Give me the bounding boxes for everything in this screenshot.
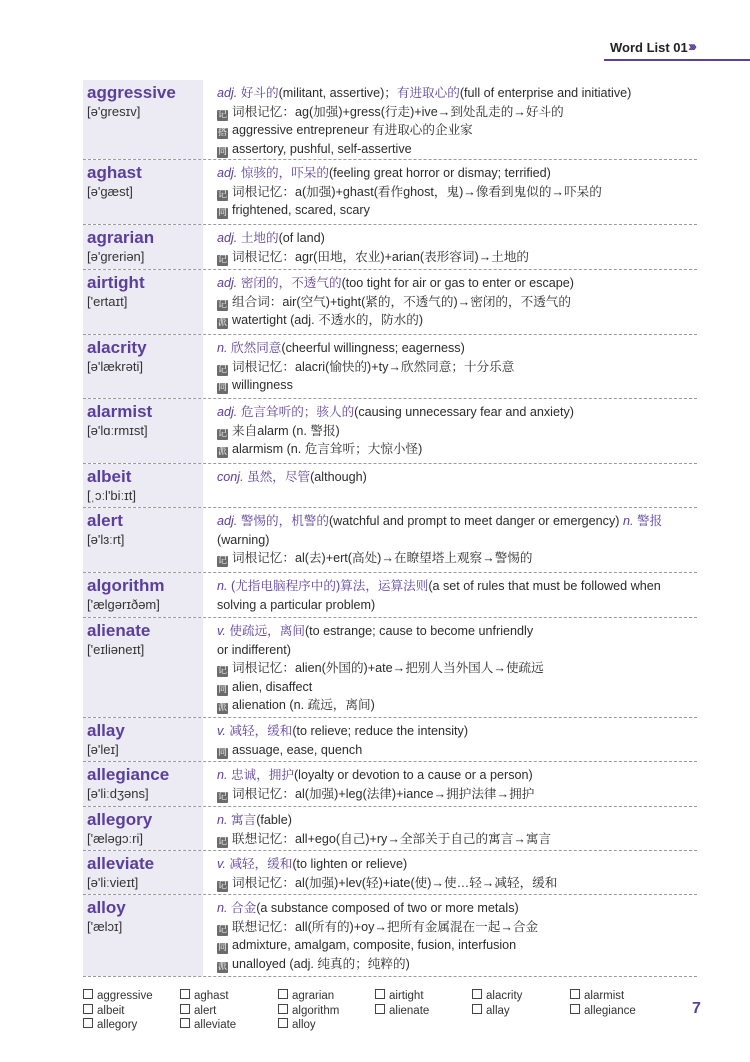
word-entry — [83, 160, 697, 225]
part-of-speech: adj. — [217, 405, 238, 419]
checkbox-icon[interactable] — [375, 1004, 385, 1014]
checklist-item[interactable] — [278, 1018, 316, 1031]
ji-tag-icon: 记 — [217, 791, 227, 802]
ji-tag-icon: 记 — [217, 299, 227, 310]
definition-line — [217, 899, 697, 918]
chinese-meaning: 好斗的 — [240, 86, 279, 100]
headword-panel — [83, 399, 203, 463]
page-number: 7 — [692, 1000, 701, 1017]
definition-panel — [203, 851, 697, 894]
checklist-item[interactable] — [180, 1004, 216, 1017]
english-definition: (militant, assertive)； — [278, 86, 397, 100]
note-text: 组合词：air(空气)+tight(紧的，不透气的)→密闭的，不透气的 — [232, 294, 571, 309]
phonetic: [ə'liːdʒəns] — [87, 786, 149, 801]
part-of-speech: n. — [217, 901, 228, 915]
note-text: willingness — [232, 378, 293, 392]
headword: airtight — [87, 273, 145, 292]
chinese-meaning: 警惕的，机警的 — [240, 514, 329, 528]
part-of-speech: adj. — [217, 86, 238, 100]
note-text: 联想记忆：all+ego(自己)+ry→全部关于自己的寓言→寓言 — [232, 831, 552, 846]
note-text: 词根记忆：al(加强)+lev(轻)+iate(使)→使…轻→减轻，缓和 — [232, 875, 558, 890]
note-text: watertight (adj. 不透水的，防水的) — [232, 313, 424, 327]
note-text: aggressive entrepreneur 有进取心的企业家 — [232, 123, 473, 137]
note-line — [217, 376, 697, 395]
headword-panel — [83, 508, 203, 572]
note-text: assuage, ease, quench — [232, 742, 363, 757]
part-of-speech: n. — [217, 341, 228, 355]
definition-line — [217, 512, 697, 549]
pai-tag-icon: 派 — [217, 318, 227, 328]
definition-panel — [203, 80, 697, 159]
note-line — [217, 422, 697, 441]
tong-tag-icon: 同 — [217, 208, 227, 218]
english-definition: (a set of rules that must be followed when solving a particular problem) — [217, 579, 661, 612]
checklist-word: aggressive — [97, 990, 153, 1002]
phonetic: ['ertaɪt] — [87, 294, 128, 309]
page-header — [604, 38, 750, 60]
tong-tag-icon: 同 — [217, 146, 227, 157]
definition-panel — [203, 895, 697, 976]
definition-panel — [203, 508, 697, 572]
definition-panel — [203, 618, 697, 717]
tong-tag-icon: 同 — [217, 943, 227, 953]
part-of-speech: v. — [217, 724, 226, 738]
definition-panel — [203, 762, 697, 806]
definition-line — [217, 84, 697, 103]
checkbox-icon[interactable] — [83, 1004, 93, 1014]
definition-panel — [203, 464, 697, 507]
checklist-row — [83, 1018, 683, 1033]
phonetic: ['æləgɔːri] — [87, 831, 143, 846]
headword: allegory — [87, 810, 153, 829]
chinese-meaning: 合金 — [231, 901, 257, 915]
headword: alacrity — [87, 338, 147, 357]
english-definition: (watchful and prompt to meet danger or emergency) — [328, 514, 623, 528]
phonetic: [ə'lɜːrt] — [87, 532, 125, 547]
chinese-meaning: 有进取心的 — [396, 86, 460, 100]
phonetic: [ə'gæst] — [87, 184, 133, 199]
chinese-meaning: 使疏远，离间 — [229, 624, 305, 638]
phonetic: [ə'lækrəti] — [87, 359, 143, 374]
word-entry — [83, 508, 697, 573]
phonetic: [ə'gresɪv] — [87, 104, 141, 119]
part-of-speech: n. — [217, 768, 228, 782]
english-definition: (too tight for air or gas to enter or escape) — [341, 276, 574, 290]
english-definition: (causing unnecessary fear and anxiety) — [354, 405, 574, 419]
note-line — [217, 293, 697, 312]
checklist-word: alacrity — [486, 990, 523, 1002]
definition-line — [217, 577, 697, 614]
note-text: 词根记忆：al(去)+ert(高处)→在瞭望塔上观察→警惕的 — [232, 551, 533, 565]
headword-panel — [83, 895, 203, 976]
note-line — [217, 183, 697, 202]
headword: albeit — [87, 467, 132, 486]
note-line — [217, 741, 697, 760]
checkbox-icon[interactable] — [472, 1004, 482, 1014]
headword: algorithm — [87, 576, 165, 595]
headword-panel — [83, 160, 203, 224]
definition-line — [217, 622, 547, 659]
headword-panel — [83, 270, 203, 334]
ji-tag-icon: 记 — [217, 880, 227, 891]
headword-panel — [83, 573, 203, 617]
checklist-item[interactable] — [570, 1004, 636, 1017]
definition-panel — [203, 160, 697, 224]
word-entry — [83, 270, 697, 335]
chinese-meaning: 减轻，缓和 — [229, 857, 293, 871]
checklist-word: albeit — [97, 1004, 125, 1017]
checklist-item[interactable] — [278, 989, 334, 1002]
chinese-meaning: 土地的 — [240, 231, 279, 245]
definition-line — [217, 229, 697, 248]
word-entry — [83, 762, 697, 807]
checklist-item[interactable] — [375, 989, 424, 1002]
checklist-item[interactable] — [83, 989, 153, 1002]
headword-panel — [83, 225, 203, 269]
note-line — [217, 440, 697, 459]
definition-panel — [203, 718, 697, 761]
note-line — [217, 696, 697, 715]
checklist-word: alleviate — [194, 1019, 237, 1031]
note-text: assertory, pushful, self-assertive — [232, 141, 412, 156]
part-of-speech: conj. — [217, 470, 244, 484]
note-line — [217, 936, 697, 955]
note-text: 词根记忆：agr(田地，农业)+arian(表形容词)→土地的 — [232, 249, 530, 264]
note-text: unalloyed (adj. 纯真的；纯粹的) — [232, 956, 410, 971]
chinese-meaning: 减轻，缓和 — [229, 724, 293, 738]
checklist-item[interactable] — [278, 1004, 339, 1017]
definition-panel — [203, 270, 697, 334]
chinese-meaning: 虽然，尽管 — [247, 470, 311, 484]
checklist-word: alienate — [389, 1004, 430, 1017]
note-line — [217, 121, 697, 140]
pai-tag-icon: 派 — [217, 961, 227, 972]
checkbox-icon[interactable] — [570, 1004, 580, 1014]
headword-panel — [83, 80, 203, 159]
definition-line — [217, 766, 697, 785]
word-entry — [83, 618, 697, 718]
word-entry — [83, 851, 697, 895]
word-entry — [83, 80, 697, 160]
phonetic: [ə'liːvieɪt] — [87, 875, 139, 890]
chinese-meaning: 警报 — [636, 514, 663, 528]
tong-tag-icon: 同 — [217, 684, 227, 695]
checklist-item[interactable] — [180, 1018, 236, 1031]
note-line — [217, 201, 697, 220]
checklist-word: aghast — [194, 990, 229, 1002]
ji-tag-icon: 记 — [217, 666, 227, 676]
word-entry — [83, 895, 697, 977]
ji-tag-icon: 记 — [217, 428, 227, 439]
ji-tag-icon: 记 — [217, 189, 227, 200]
checklist-word: algorithm — [292, 1004, 340, 1017]
pai-tag-icon: 派 — [217, 447, 227, 457]
phonetic: ['ælgərɪðəm] — [87, 597, 160, 612]
checklist-word: alarmist — [584, 990, 625, 1002]
checklist-row — [83, 1004, 683, 1019]
note-line — [217, 785, 697, 804]
word-entry — [83, 573, 697, 618]
note-text: 词根记忆：al(加强)+leg(法律)+iance→拥护法律→拥护 — [232, 786, 535, 801]
note-line — [217, 103, 697, 122]
headword: aghast — [87, 163, 142, 182]
note-text: 词根记忆：alacri(愉快的)+ty→欣然同意；十分乐意 — [232, 359, 515, 374]
note-line — [217, 358, 697, 377]
checkbox-icon[interactable] — [278, 989, 288, 999]
phonetic: ['ælɔɪ] — [87, 919, 123, 934]
headword-panel — [83, 335, 203, 398]
definition-line — [217, 811, 697, 830]
part-of-speech: v. — [217, 624, 226, 638]
english-definition: (loyalty or devotion to a cause or a person) — [293, 768, 533, 782]
definition-line — [217, 164, 697, 183]
part-of-speech: v. — [217, 857, 226, 871]
note-line — [217, 874, 697, 893]
checklist-item[interactable] — [472, 1004, 510, 1017]
part-of-speech: n. — [217, 813, 228, 827]
definition-line — [217, 403, 697, 422]
tong-tag-icon: 同 — [217, 383, 227, 393]
checklist-item[interactable] — [472, 989, 522, 1002]
word-entry — [83, 335, 697, 399]
word-entry — [83, 464, 697, 508]
phonetic: [ə'greriən] — [87, 249, 145, 264]
tong-tag-icon: 同 — [217, 747, 227, 758]
checkbox-icon[interactable] — [180, 1004, 190, 1014]
headword: alienate — [87, 621, 151, 640]
note-text: alarmism (n. 危言耸听；大惊小怪) — [232, 442, 423, 456]
part-of-speech: n. — [622, 514, 634, 528]
note-text: 词根记忆：a(加强)+ghast(看作ghost，鬼)→像看到鬼似的→吓呆的 — [232, 184, 602, 199]
checklist-word: alert — [194, 1004, 217, 1017]
headword: alleviate — [87, 854, 155, 873]
note-line — [217, 678, 697, 697]
headword: allegiance — [87, 765, 170, 784]
headword-panel — [83, 718, 203, 761]
pai-tag-icon: 派 — [217, 703, 227, 713]
phonetic: [ə'lɑːrmɪst] — [87, 423, 148, 438]
chinese-meaning: (尤指电脑程序中的)算法，运算法则 — [231, 579, 429, 593]
note-line — [217, 955, 697, 974]
checkbox-icon[interactable] — [570, 989, 580, 999]
english-definition: (full of enterprise and initiative) — [459, 86, 632, 100]
da-tag-icon: 搭 — [217, 128, 227, 138]
note-text: alien, disaffect — [232, 679, 313, 694]
checkbox-icon[interactable] — [278, 1018, 288, 1028]
phonetic: ['eɪliəneɪt] — [87, 642, 145, 657]
english-definition: (feeling great horror or dismay; terrified) — [328, 166, 551, 180]
note-line — [217, 311, 697, 330]
headword-panel — [83, 762, 203, 806]
checkbox-icon[interactable] — [375, 989, 385, 999]
ji-tag-icon: 记 — [217, 254, 227, 265]
definition-line — [217, 468, 697, 487]
chinese-meaning: 惊骇的，吓呆的 — [240, 166, 329, 180]
definition-panel — [203, 807, 697, 850]
definition-panel — [203, 225, 697, 269]
headword: agrarian — [87, 228, 155, 247]
english-definition: (although) — [310, 470, 367, 484]
english-definition: (fable) — [256, 813, 292, 827]
note-text: 词根记忆：ag(加强)+gress(行走)+ive→到处乱走的→好斗的 — [232, 104, 564, 119]
checklist-item[interactable] — [570, 989, 624, 1002]
note-text: alienation (n. 疏远，离间) — [232, 698, 375, 712]
word-list-title: Word List 01 — [610, 40, 688, 55]
headword: allay — [87, 721, 125, 740]
checklist-item[interactable] — [180, 989, 229, 1002]
headword-panel — [83, 851, 203, 894]
part-of-speech: adj. — [217, 276, 238, 290]
note-text: admixture, amalgam, composite, fusion, interfusion — [232, 938, 517, 952]
checkbox-icon[interactable] — [83, 989, 93, 999]
checklist-word: allegiance — [584, 1004, 636, 1017]
checkbox-icon[interactable] — [83, 1018, 93, 1028]
header-underline — [604, 59, 750, 61]
note-line — [217, 830, 697, 849]
part-of-speech: n. — [217, 579, 228, 593]
definition-panel — [203, 573, 697, 617]
word-entry — [83, 718, 697, 762]
part-of-speech: adj. — [217, 231, 238, 245]
review-checklist — [83, 989, 683, 1033]
note-line — [217, 549, 697, 568]
checkbox-icon[interactable] — [472, 989, 482, 999]
headword-panel — [83, 464, 203, 507]
english-definition: (cheerful willingness; eagerness) — [281, 341, 465, 355]
definition-line — [217, 274, 697, 293]
definition-panel — [203, 399, 697, 463]
chinese-meaning: 寓言 — [231, 813, 257, 827]
english-definition: (of land) — [278, 231, 325, 245]
checklist-word: allay — [486, 1004, 510, 1017]
note-text: 联想记忆：all(所有的)+oy→把所有金属混在一起→合金 — [232, 919, 539, 934]
checkbox-icon[interactable] — [180, 1018, 190, 1028]
definition-panel — [203, 335, 697, 398]
checkbox-icon[interactable] — [278, 1004, 288, 1014]
ji-tag-icon: 记 — [217, 109, 227, 120]
note-text: 词根记忆：alien(外国的)+ate→把别人当外国人→使疏远 — [232, 661, 544, 675]
definition-line — [217, 855, 697, 874]
checklist-word: allegory — [97, 1019, 138, 1031]
english-definition: (to lighten or relieve) — [292, 857, 408, 871]
note-line — [217, 140, 697, 159]
ji-tag-icon: 记 — [217, 364, 227, 375]
ji-tag-icon: 记 — [217, 836, 227, 847]
note-text: frightened, scared, scary — [232, 203, 370, 217]
checklist-word: alloy — [292, 1019, 316, 1031]
chinese-meaning: 危言耸听的；骇人的 — [240, 405, 355, 419]
headword: alert — [87, 511, 123, 530]
english-definition: (to estrange; cause to become unfriendly or indifferent) — [217, 624, 534, 657]
checklist-word: airtight — [389, 990, 424, 1002]
chevron-right-icon: ››› — [688, 38, 694, 55]
word-entry — [83, 807, 697, 851]
ji-tag-icon: 记 — [217, 924, 227, 935]
part-of-speech: adj. — [217, 514, 238, 528]
checklist-row — [83, 989, 683, 1004]
checkbox-icon[interactable] — [180, 989, 190, 999]
headword: alloy — [87, 898, 126, 917]
english-definition: (to relieve; reduce the intensity) — [292, 724, 469, 738]
phonetic: [ˌɔːl'biːɪt] — [87, 488, 137, 503]
headword: alarmist — [87, 402, 153, 421]
headword-panel — [83, 807, 203, 850]
checklist-item[interactable] — [375, 1004, 429, 1017]
part-of-speech: adj. — [217, 166, 238, 180]
checklist-word: agrarian — [292, 990, 335, 1002]
word-entry-list — [83, 80, 697, 977]
chinese-meaning: 忠诚，拥护 — [231, 768, 294, 782]
chinese-meaning: 欣然同意 — [231, 341, 282, 355]
checklist-item[interactable] — [83, 1018, 137, 1031]
definition-line — [217, 339, 697, 358]
note-line — [217, 248, 697, 267]
definition-line — [217, 722, 697, 741]
headword-panel — [83, 618, 203, 717]
english-definition: (warning) — [217, 532, 270, 547]
note-text: 来自alarm (n. 警报) — [232, 423, 340, 438]
note-line — [217, 918, 697, 937]
word-entry — [83, 399, 697, 464]
ji-tag-icon: 记 — [217, 556, 227, 566]
note-line — [217, 659, 697, 678]
english-definition: (a substance composed of two or more metals) — [256, 901, 519, 915]
chinese-meaning: 密闭的，不透气的 — [240, 276, 342, 290]
headword: aggressive — [87, 83, 176, 102]
checklist-item[interactable] — [83, 1004, 125, 1017]
phonetic: [ə'leɪ] — [87, 742, 119, 757]
word-entry — [83, 225, 697, 270]
